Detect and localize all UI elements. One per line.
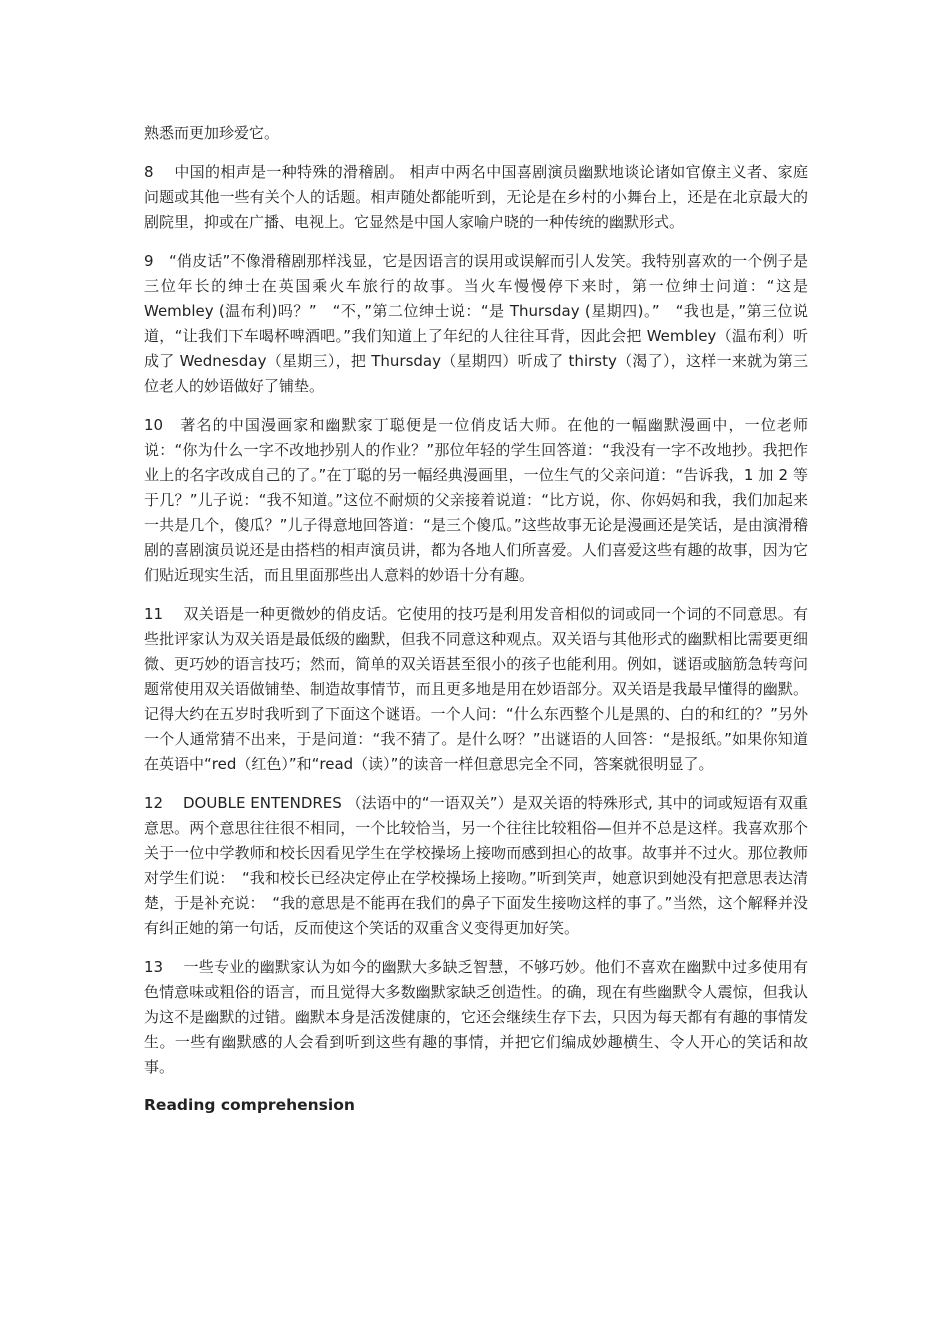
paragraph-continuation: 熟悉而更加珍爱它。: [144, 124, 280, 142]
paragraph-12: 12 DOUBLE ENTENDRES （法语中的“一语双关”）是双关语的特殊形式, 其中的词或短语有双重意思。两个意思往往很不相同，一个比较恰当，另一个往往比较粗俗—但并不总是这样。我喜欢那个关于一位中学教师和校长因看见学生在学校操场上接吻而感到担心的故事。故事并不过火。那位教师对学生们说： “我和校长已经决定停止在学校操场上接吻。”听到笑声，她意识到她没有把意思表达清楚，于是补充说： “我的意思是不能再在我们的鼻子下面发生接吻这样的事了。”当然，这个解释并没有纠正她的第一句话，反而使这个笑话的双重含义变得更加好笑。: [144, 794, 808, 937]
document-page: [144, 121, 808, 1116]
paragraph-13: 13 一些专业的幽默家认为如今的幽默大多缺乏智慧，不够巧妙。他们不喜欢在幽默中过多使用有色情意味或粗俗的语言，而且觉得大多数幽默家缺乏创造性。的确，现在有些幽默令人震惊，但我认为这不是幽默的过错。幽默本身是活泼健康的，它还会继续生存下去，只因为每天都有有趣的事情发生。一些有幽默感的人会看到听到这些有趣的事情，并把它们编成妙趣横生、令人开心的笑话和故事。: [144, 958, 808, 1076]
section-heading: Reading comprehension: [144, 1096, 355, 1114]
paragraph-9: 9 “俏皮话”不像滑稽剧那样浅显，它是因语言的误用或误解而引人发笑。我特别喜欢的一个例子是三位年长的绅士在英国乘火车旅行的故事。当火车慢慢停下来时，第一位绅士问道：“这是 Wembley (温布利)吗？” “不，”第二位绅士说：“是 Thursday (星期四)。” “我也是，”第三位说道，“让我们下车喝杯啤酒吧。”我们知道上了年纪的人往往耳背，因此会把 Wembley（温布利）听成了 Wednesday（星期三），把 Thursday（星期四）听成了 thirsty（渴了），这样一来就为第三位老人的妙语做好了铺垫。: [144, 252, 808, 395]
paragraph-8: 8 中国的相声是一种特殊的滑稽剧。 相声中两名中国喜剧演员幽默地谈论诸如官僚主义者、家庭问题或其他一些有关个人的话题。相声随处都能听到，无论是在乡村的小舞台上，还是在北京最大的剧院里，抑或在广播、电视上。它显然是中国人家喻户晓的一种传统的幽默形式。: [144, 163, 808, 231]
paragraph-11: 11 双关语是一种更微妙的俏皮话。它使用的技巧是利用发音相似的词或同一个词的不同意思。有些批评家认为双关语是最低级的幽默，但我不同意这种观点。双关语与其他形式的幽默相比需要更细微、更巧妙的语言技巧；然而，简单的双关语甚至很小的孩子也能利用。例如，谜语或脑筋急转弯问题常使用双关语做铺垫、制造故事情节，而且更多地是用在妙语部分。双关语是我最早懂得的幽默。记得大约在五岁时我听到了下面这个谜语。一个人问：“什么东西整个儿是黑的、白的和红的？”另外一个人通常猜不出来，于是问道：“我不猜了。是什么呀？”出谜语的人回答：“是报纸。”如果你知道在英语中“red（红色）”和“read（读）”的读音一样但意思完全不同，答案就很明显了。: [144, 605, 808, 773]
paragraph-10: 10 著名的中国漫画家和幽默家丁聪便是一位俏皮话大师。在他的一幅幽默漫画中，一位老师说：“你为什么一字不改地抄别人的作业？”那位年轻的学生回答道：“我没有一字不改地抄。我把作业上的名字改成自己的了。”在丁聪的另一幅经典漫画里，一位生气的父亲问道：“告诉我，1 加 2 等于几？”儿子说：“我不知道。”这位不耐烦的父亲接着说道：“比方说，你、你妈妈和我，我们加起来一共是几个，傻瓜？”儿子得意地回答道：“是三个傻瓜。”这些故事无论是漫画还是笑话，是由演滑稽剧的喜剧演员说还是由搭档的相声演员讲，都为各地人们所喜爱。人们喜爱这些有趣的故事，因为它们贴近现实生活，而且里面那些出人意料的妙语十分有趣。: [144, 416, 808, 584]
